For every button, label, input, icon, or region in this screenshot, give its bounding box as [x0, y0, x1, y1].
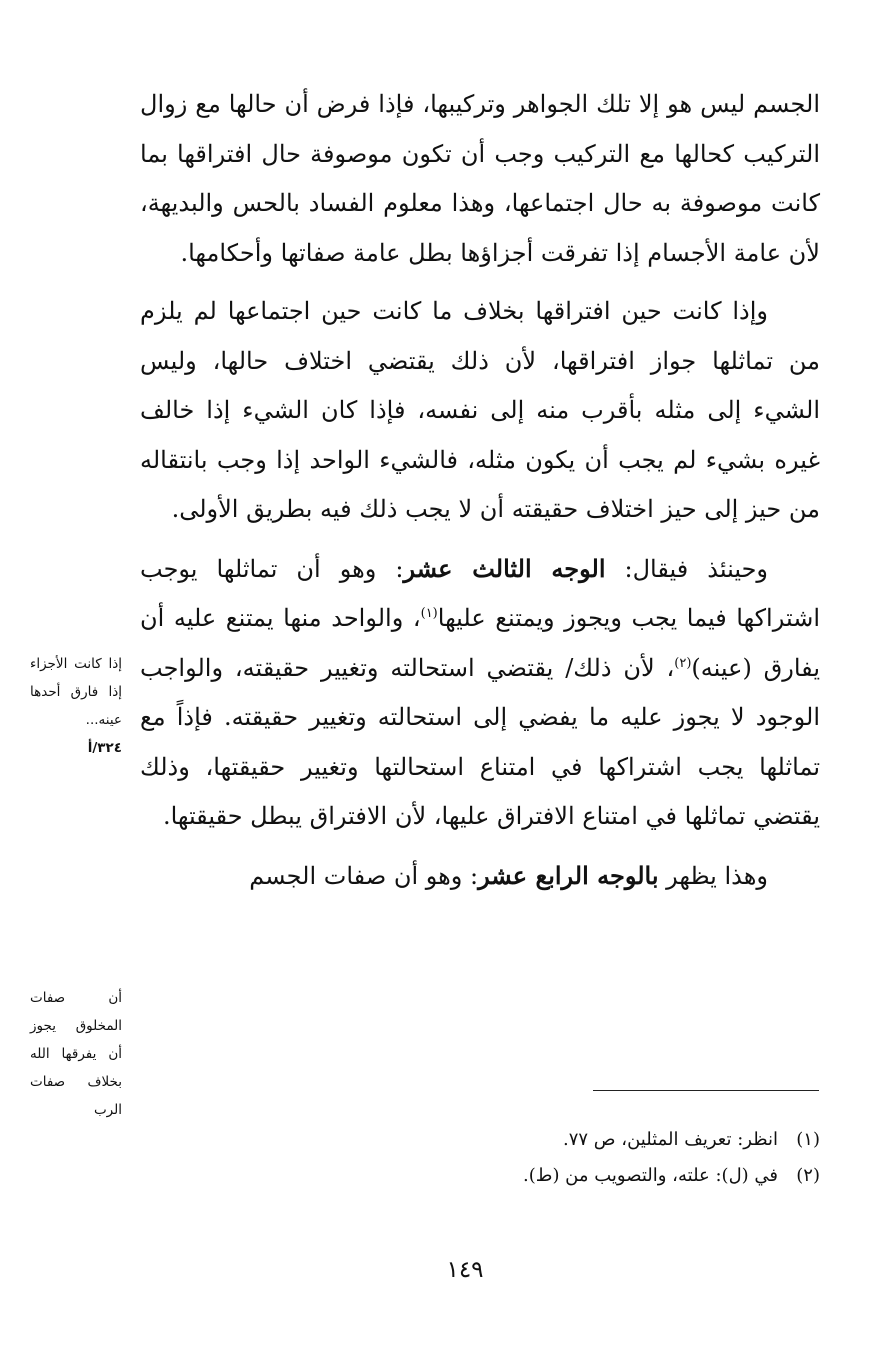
footnote-1-text: انظر: تعريف المثلين، ص ٧٧. [563, 1129, 778, 1150]
footnote-separator [593, 1090, 819, 1091]
margin-note-2 [30, 984, 122, 1124]
footnote-ref-2[interactable]: (٢) [674, 655, 692, 671]
page-number: ١٤٩ [446, 1257, 484, 1283]
paragraph-3-part-b: ، والواحد منها يمتنع عليه أن يفارق (عينه) [140, 604, 820, 682]
footnote-1-marker: (١) [796, 1129, 820, 1150]
margin-note-1-text: إذا كانت الأجزاء إذا فارق أحدها عينه... [30, 656, 122, 728]
footnote-2-marker: (٢) [796, 1165, 820, 1186]
footnote-1 [380, 1122, 820, 1158]
footnote-2-text: في (ل): علته، والتصويب من (ط). [523, 1165, 778, 1186]
paragraph-3-lead: وحينئذ فيقال: [605, 554, 768, 583]
paragraph-4-lead: وهذا يظهر [658, 861, 768, 890]
manuscript-page-ref: ٣٢٤/أ [87, 740, 122, 756]
paragraph-3 [140, 544, 820, 842]
margin-note-1 [30, 650, 122, 762]
paragraph-2-text: وإذا كانت حين افتراقها بخلاف ما كانت حين اجتماعها لم يلزم من تماثلها جواز افتراقها، لأن ذلك يقتضي اختلاف حالها، وليس الشيء إلى مثله بأقرب منه إلى نفسه، فإذا كان الشيء إذا خالف غيره بشيء لم يجب أن يكون مثله، فالشيء الواحد إذا وجب بانتقاله من حيز إلى حيز اختلاف حقيقته أن لا يجب ذلك فيه بطريق الأولى. [140, 297, 821, 523]
section-heading-14: بالوجه الرابع عشر [478, 860, 659, 890]
paragraph-4 [140, 851, 820, 902]
main-text [140, 80, 820, 910]
paragraph-3-part-c: ، لأن ذلك/ يقتضي استحالته وتغيير حقيقته، والواجب الوجود لا يجوز عليه ما يفضي إلى استحالته وتغيير حقيقته. فإذاً مع تماثلها يجب اشتراكها في امتناع استحالتها وتغيير حقيقتها، وذلك يقتضي تماثلها في امتناع الافتراق عليها، لأن الافتراق يبطل حقيقتها. [140, 653, 820, 830]
paragraph-1-text: الجسم ليس هو إلا تلك الجواهر وتركيبها، فإذا فرض أن حالها مع زوال التركيب كحالها مع التركيب وجب أن تكون موصوفة حال افتراقها بما كانت موصوفة به حال اجتماعها، وهذا معلوم الفساد بالحس والبديهة، لأن عامة الأجسام إذا تفرقت أجزاؤها بطل عامة صفاتها وأحكامها. [140, 90, 820, 267]
paragraph-3-part-a: : وهو أن تماثلها يوجب اشتراكها فيما يجب ويجوز ويمتنع عليها [140, 554, 820, 632]
section-heading-13: الوجه الثالث عشر [403, 553, 606, 583]
paragraph-4-rest: : وهو أن صفات الجسم [249, 861, 479, 890]
paragraph-2 [140, 287, 820, 535]
paragraph-1 [140, 80, 820, 278]
footnote-2 [380, 1158, 820, 1194]
footnote-ref-1[interactable]: (١) [420, 606, 438, 621]
margin-note-2-text: أن صفات المخلوق يجوز أن يفرقها الله بخلاف صفات الرب [30, 990, 122, 1118]
footnotes [380, 1122, 820, 1194]
